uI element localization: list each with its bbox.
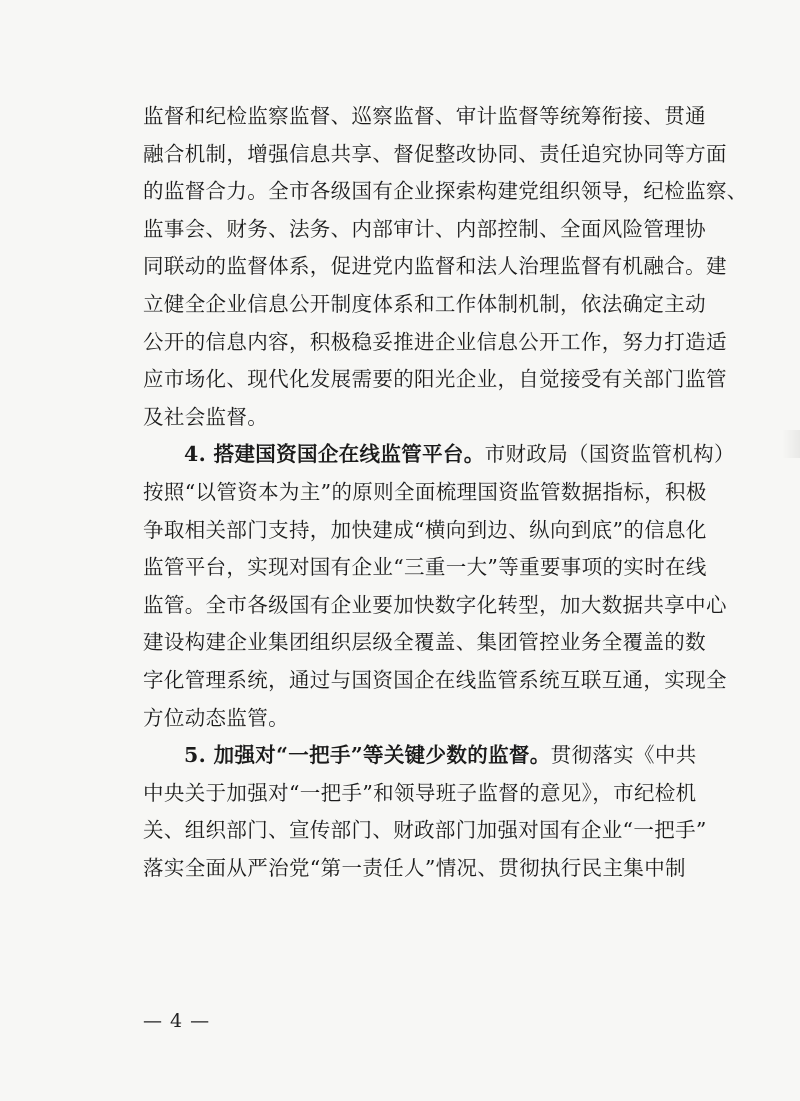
- line-text: 监督和纪检监察监督、巡察监督、审计监督等统筹衔接、贯通: [143, 104, 706, 128]
- line-text: 按照“以管资本为主”的原则全面梳理国资监管数据指标，积极: [143, 479, 707, 504]
- text-line-2: [143, 136, 727, 174]
- item-5-heading: 5. 加强对“一把手”等关键少数的监督。: [184, 743, 551, 768]
- item-4-heading: 4. 搭建国资国企在线监管平台。: [184, 442, 485, 467]
- text-line-1: [143, 98, 713, 136]
- line-text: 融合机制，增强信息共享、督促整改协同、责任追究协同等方面: [143, 141, 727, 166]
- text-line-6: [143, 286, 713, 324]
- text-line-9: [143, 399, 713, 437]
- text-line-3: [143, 173, 748, 211]
- line-text: 争取相关部门支持，加快建成“横向到边、纵向到底”的信息化: [143, 517, 707, 542]
- text-line-13: [143, 549, 713, 587]
- line-text: 立健全企业信息公开制度体系和工作体制机制，依法确定主动: [143, 291, 706, 316]
- page-number: — 4 —: [143, 1010, 211, 1032]
- line-text: 建设构建企业集团组织层级全覆盖、集团管控业务全覆盖的数: [143, 630, 706, 655]
- text-line-21: [143, 850, 713, 888]
- line-text: 监管。全市各级国有企业要加快数字化转型，加大数据共享中心: [143, 592, 727, 617]
- text-line-20: [143, 812, 713, 850]
- text-line-10: [143, 436, 735, 474]
- line-text: 方位动态监管。: [143, 705, 289, 730]
- line-text: 监管平台，实现对国有企业“三重一大”等重要事项的实时在线: [143, 555, 707, 580]
- line-text: 同联动的监督体系，促进党内监督和法人治理监督有机融合。建: [143, 254, 727, 279]
- text-line-17: [143, 700, 713, 738]
- text-line-14: [143, 587, 727, 625]
- line-text: 监事会、财务、法务、内部审计、内部控制、全面风险管理协: [143, 216, 706, 241]
- body-text: [143, 98, 748, 887]
- line-text: 市财政局（国资监管机构）: [484, 442, 735, 467]
- line-text: 公开的信息内容，积极稳妥推进企业信息公开工作，努力打造适: [143, 329, 727, 354]
- scan-edge-mark: [782, 430, 800, 458]
- line-text: 落实全面从严治党“第一责任人”情况、贯彻执行民主集中制: [143, 855, 686, 880]
- line-text: 贯彻落实《中共: [550, 743, 697, 768]
- text-line-5: [143, 248, 727, 286]
- text-line-11: [143, 474, 713, 512]
- line-text: 的监督合力。全市各级国有企业探索构建党组织领导，纪检监察、: [143, 179, 748, 204]
- line-text: 中央关于加强对“一把手”和领导班子监督的意见》，市纪检机: [143, 780, 697, 805]
- text-line-8: [143, 361, 727, 399]
- text-line-4: [143, 211, 713, 249]
- line-text: 关、组织部门、宣传部门、财政部门加强对国有企业“一把手”: [143, 818, 707, 843]
- text-line-12: [143, 512, 713, 550]
- text-line-15: [143, 624, 713, 662]
- line-text: 字化管理系统，通过与国资国企在线监管系统互联互通，实现全: [143, 667, 727, 692]
- line-text: 及社会监督。: [143, 404, 269, 429]
- line-text: 应市场化、现代化发展需要的阳光企业，自觉接受有关部门监管: [143, 367, 727, 392]
- text-line-7: [143, 324, 727, 362]
- text-line-16: [143, 662, 727, 700]
- text-line-19: [143, 775, 713, 813]
- text-line-18: [143, 737, 713, 775]
